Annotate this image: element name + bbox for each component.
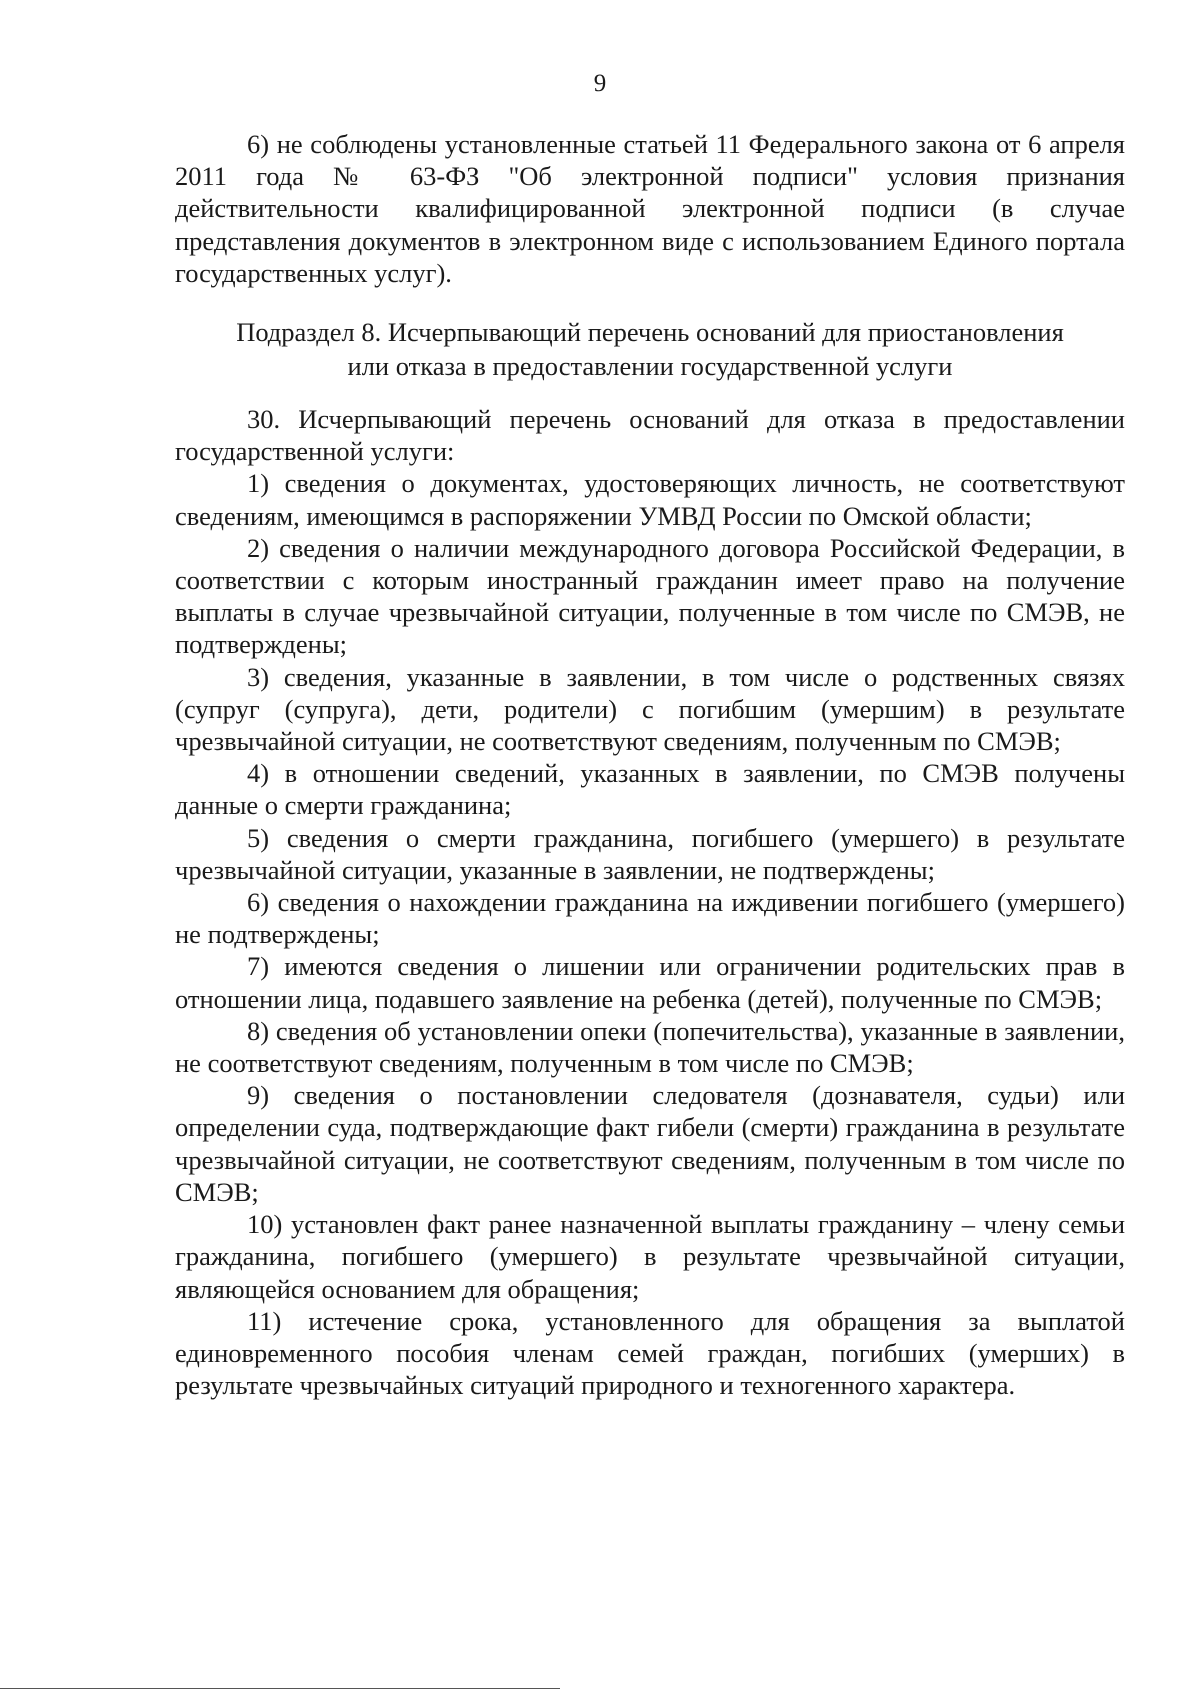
subsection-heading-line-2: или отказа в предоставлении государственной услуги (347, 351, 953, 382)
list-item: 5) сведения о смерти гражданина, погибшего (умершего) в результате чрезвычайной ситуации, указанные в заявлении, не подтверждены; (175, 822, 1125, 885)
paragraph-item-6-signature: 6) не соблюдены установленные статьей 11 Федерального закона от 6 апреля 2011 года № 63-ФЗ "Об электронной подписи" условия признания действительности квалифицированной электронной подписи (в случае представления документов в электронном виде с использованием Единого портала государственных услуг). (175, 129, 1125, 288)
list-item: 11) истечение срока, установленного для обращения за выплатой единовременного пособия членам семей граждан, погибших (умерших) в результате чрезвычайных ситуаций природного и техногенного характера. (175, 1305, 1125, 1401)
subsection-heading-line-1: Подраздел 8. Исчерпывающий перечень оснований для приостановления (236, 317, 1064, 348)
list-item: 7) имеются сведения о лишении или ограничении родительских прав в отношении лица, подавшего заявление на ребенка (детей), полученные по СМЭВ; (175, 951, 1125, 1014)
list-item: 3) сведения, указанные в заявлении, в том числе о родственных связях (супруг (супруга), дети, родители) с погибшим (умершим) в результате чрезвычайной ситуации, не соответствуют сведениям, полученным по СМЭВ; (175, 661, 1125, 757)
list-item: 8) сведения об установлении опеки (попечительства), указанные в заявлении, не соответствуют сведениям, полученным в том числе по СМЭВ; (175, 1015, 1125, 1079)
subsection-heading (175, 315, 1125, 383)
bottom-divider (0, 1688, 560, 1689)
document-body (175, 128, 1125, 1401)
list-item: 9) сведения о постановлении следователя (дознавателя, судьи) или определении суда, подтверждающие факт гибели (смерти) гражданина в результате чрезвычайной ситуации, не соответствуют сведениям, полученным в том числе по СМЭВ; (175, 1080, 1125, 1207)
list-item: 4) в отношении сведений, указанных в заявлении, по СМЭВ получены данные о смерти гражданина; (175, 758, 1125, 821)
clause-30-intro: 30. Исчерпывающий перечень оснований для отказа в предоставлении государственной услуги: (175, 404, 1125, 467)
list-item: 6) сведения о нахождении гражданина на иждивении погибшего (умершего) не подтверждены; (175, 887, 1125, 950)
list-item: 2) сведения о наличии международного договора Российской Федерации, в соответствии с которым иностранный гражданин имеет право на получение выплаты в случае чрезвычайной ситуации, полученные в том числе по СМЭВ, не подтверждены; (175, 532, 1125, 660)
list-item: 10) установлен факт ранее назначенной выплаты гражданину – члену семьи гражданина, погибшего (умершего) в результате чрезвычайной ситуации, являющейся основанием для обращения; (175, 1209, 1125, 1304)
page-number: 9 (593, 70, 607, 97)
list-item: 1) сведения о документах, удостоверяющих личность, не соответствуют сведениям, имеющимся в распоряжении УМВД России по Омской области; (175, 468, 1125, 531)
